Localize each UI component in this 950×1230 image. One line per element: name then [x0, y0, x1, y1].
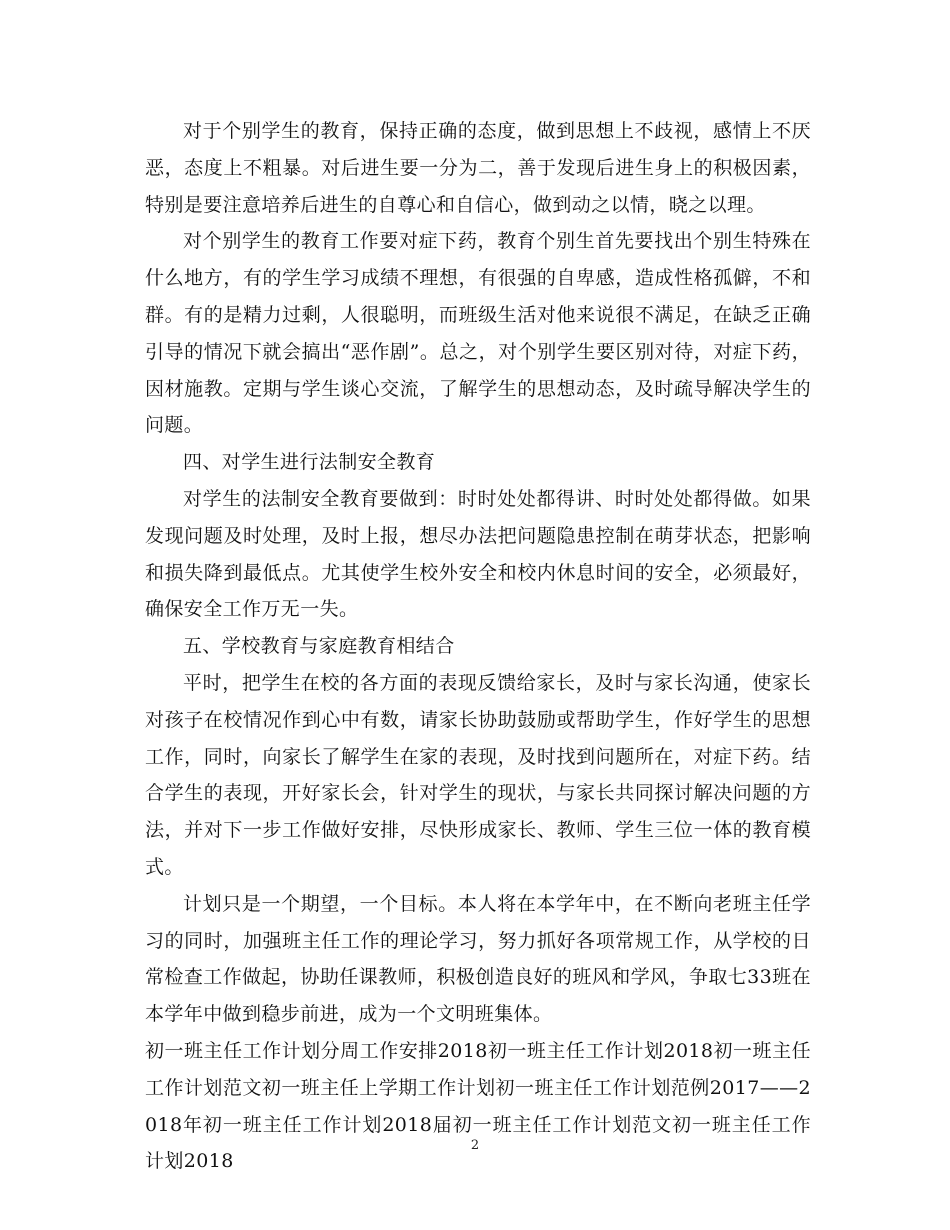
page-number: 2 — [470, 1138, 480, 1153]
section-heading-legal-safety: 四、对学生进行法制安全教育 — [183, 451, 436, 474]
paragraph-conclusion: 计划只是一个期望，一个目标。本人将在本学年中，在不断向老班主任学习的同时，加强班主任工作的理论学习，努力抓好各项常规工作，从学校的日常检查工作做起，协助任课教师，积极创造良好的班风和学风，争取七33班在本学年中做到稳步前进，成为一个文明班集体。 — [145, 892, 811, 1026]
section-heading-school-family: 五、学校教育与家庭教育相结合 — [183, 635, 455, 658]
paragraph-legal-safety: 对学生的法制安全教育要做到：时时处处都得讲、时时处处都得做。如果发现问题及时处理，及时上报，想尽办法把问题隐患控制在萌芽状态，把影响和损失降到最低点。尤其使学生校外安全和校内休息时间的安全，必须最好，确保安全工作万无一失。 — [145, 487, 811, 621]
paragraph-individual-education-attitude: 对于个别学生的教育，保持正确的态度，做到思想上不歧视，感情上不厌恶，态度上不粗暴。对后进生要一分为二，善于发现后进生身上的积极因素，特别是要注意培养后进生的自尊心和自信心，做到动之以情，晓之以理。 — [145, 120, 811, 216]
paragraph-individual-education-method: 对个别学生的教育工作要对症下药，教育个别生首先要找出个别生特殊在什么地方，有的学生学习成绩不理想，有很强的自卑感，造成性格孤僻，不和群。有的是精力过剩，人很聪明，而班级生活对他来说很不满足，在缺乏正确引导的情况下就会搞出“恶作剧”。总之，对个别学生要区别对待，对症下药，因材施教。定期与学生谈心交流，了解学生的思想动态，及时疏导解决学生的问题。 — [145, 230, 811, 437]
document-body — [145, 113, 811, 1180]
related-links-text: 初一班主任工作计划分周工作安排2018初一班主任工作计划2018初一班主任工作计划范文初一班主任上学期工作计划初一班主任工作计划范例2017——2018年初一班主任工作计划2018届初一班主任工作计划范文初一班主任工作计划2018 — [145, 1039, 811, 1173]
paragraph-school-family: 平时，把学生在校的各方面的表现反馈给家长，及时与家长沟通，使家长对孩子在校情况作到心中有数，请家长协助鼓励或帮助学生，作好学生的思想工作，同时，向家长了解学生在家的表现，及时找到问题所在，对症下药。结合学生的表现，开好家长会，针对学生的现状，与家长共同探讨解决问题的方法，并对下一步工作做好安排，尽快形成家长、教师、学生三位一体的教育模式。 — [145, 671, 811, 878]
